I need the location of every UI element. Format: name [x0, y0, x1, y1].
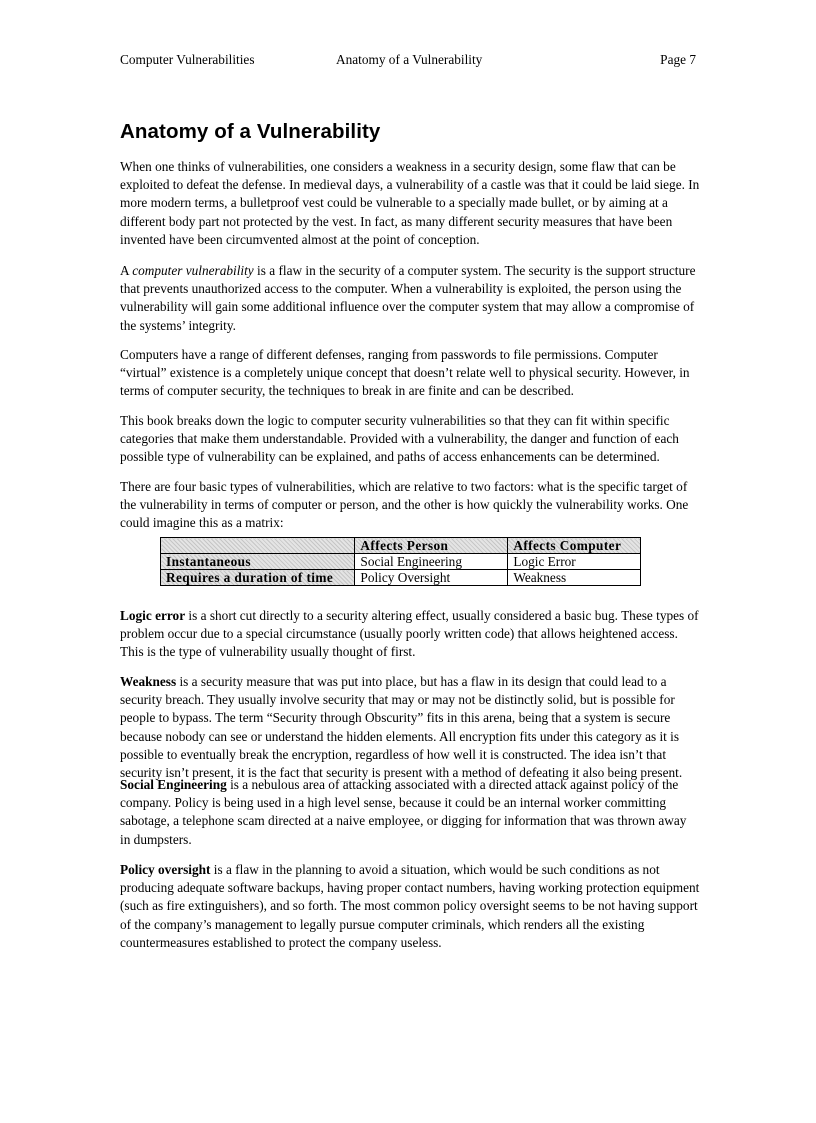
term-logic-error: Logic error — [120, 608, 186, 623]
row-header-instantaneous: Instantaneous — [161, 554, 355, 570]
table-corner-cell — [161, 538, 355, 554]
page-title: Anatomy of a Vulnerability — [120, 120, 381, 143]
paragraph-text: A — [120, 263, 133, 278]
header-page-number: Page 7 — [660, 52, 696, 67]
term-social-engineering: Social Engineering — [120, 777, 227, 792]
column-header-affects-computer: Affects Computer — [508, 538, 641, 554]
table-cell: Policy Oversight — [355, 570, 508, 586]
term-policy-oversight: Policy oversight — [120, 862, 211, 877]
header-chapter-title: Anatomy of a Vulnerability — [336, 52, 483, 67]
paragraph-weakness — [120, 673, 700, 782]
table-cell: Social Engineering — [355, 554, 508, 570]
paragraph-intro: When one thinks of vulnerabilities, one considers a weakness in a security design, some flaw that can be exploited to defeat the defense. In medieval days, a vulnerability of a castle was that it could be laid siege. In more modern terms, a bulletproof vest could be vulnerable to a specially made bullet, or by aiming at a different body part not protected by the vest. In fact, as many different security measures that have been invented have been circumvented almost at the point of conception. — [120, 159, 700, 247]
row-header-duration: Requires a duration of time — [161, 570, 355, 586]
table-cell: Weakness — [508, 570, 641, 586]
term-computer-vulnerability: computer vulnerability — [132, 263, 254, 278]
running-header — [120, 52, 696, 68]
paragraph-text: is a flaw in the security of a computer system. The security is the support structure that prevents unauthorized access to the computer. When a vulnerability is exploited, the person using the vulnerability will gain some additional influence over the computer system that may allow a compromise of the systems’ integrity. — [120, 263, 696, 333]
paragraph-text: is a flaw in the planning to avoid a situation, which would be such conditions as not producing adequate software backups, having proper contact numbers, having working protection equipment (such as fire extinguishers), and so forth. The most common policy oversight seems to be not having support of the company’s management to legally pursue computer criminals, which renders all the existing countermeasures established to protect the company useless. — [120, 862, 700, 950]
paragraph-social-engineering — [120, 776, 700, 849]
table-row — [161, 554, 641, 570]
paragraph-matrix-intro: There are four basic types of vulnerabilities, which are relative to two factors: what is the specific target of the vulnerability in terms of computer or person, and the other is how quickly the vulnerability works. One could imagine this as a matrix: — [120, 479, 689, 531]
vulnerability-matrix-table — [160, 537, 641, 586]
header-book-title: Computer Vulnerabilities — [120, 52, 255, 67]
paragraph-text: is a short cut directly to a security altering effect, usually considered a basic bug. These types of problem occur due to a special circumstance (usually poorly written code) that allows heightened access. This is the type of vulnerability usually thought of first. — [120, 608, 699, 660]
table-header-row — [161, 538, 641, 554]
table-cell: Logic Error — [508, 554, 641, 570]
paragraph-defenses: Computers have a range of different defenses, ranging from passwords to file permissions. Computer “virtual” existence is a completely unique concept that doesn’t relate well to physical security. However, in terms of computer security, the techniques to break in are finite and can be described. — [120, 347, 690, 399]
term-weakness: Weakness — [120, 674, 177, 689]
table-row — [161, 570, 641, 586]
paragraph-book-purpose: This book breaks down the logic to computer security vulnerabilities so that they can fit within specific categories that make them understandable. Provided with a vulnerability, the danger and function of each possible type of vulnerability can be explained, and paths of access enhancements can be determined. — [120, 413, 679, 465]
paragraph-text: is a security measure that was put into place, but has a flaw in its design that could lead to a security breach. They usually involve security that may or may not be distinctly solid, but is possible for people to bypass. The term “Security through Obscurity” fits in this arena, being that a system is secure because nobody can see or understand the hidden elements. All encryption fits under this category as it is possible to eventually break the encryption, regardless of how well it is constructed. The idea isn’t that security isn’t present, it is the fact that security is present with a method of defeating it also being present. — [120, 674, 683, 781]
column-header-affects-person: Affects Person — [355, 538, 508, 554]
paragraph-policy-oversight — [120, 861, 700, 952]
paragraph-logic-error — [120, 607, 700, 662]
paragraph-text: is a nebulous area of attacking associated with a directed attack against policy of the company. Policy is being used in a high level sense, because it could be an internal worker committing sabotage, a telephone scam directed at a naive employee, or digging for information that was thrown away in dumpsters. — [120, 777, 687, 847]
paragraph-definition — [120, 262, 700, 335]
